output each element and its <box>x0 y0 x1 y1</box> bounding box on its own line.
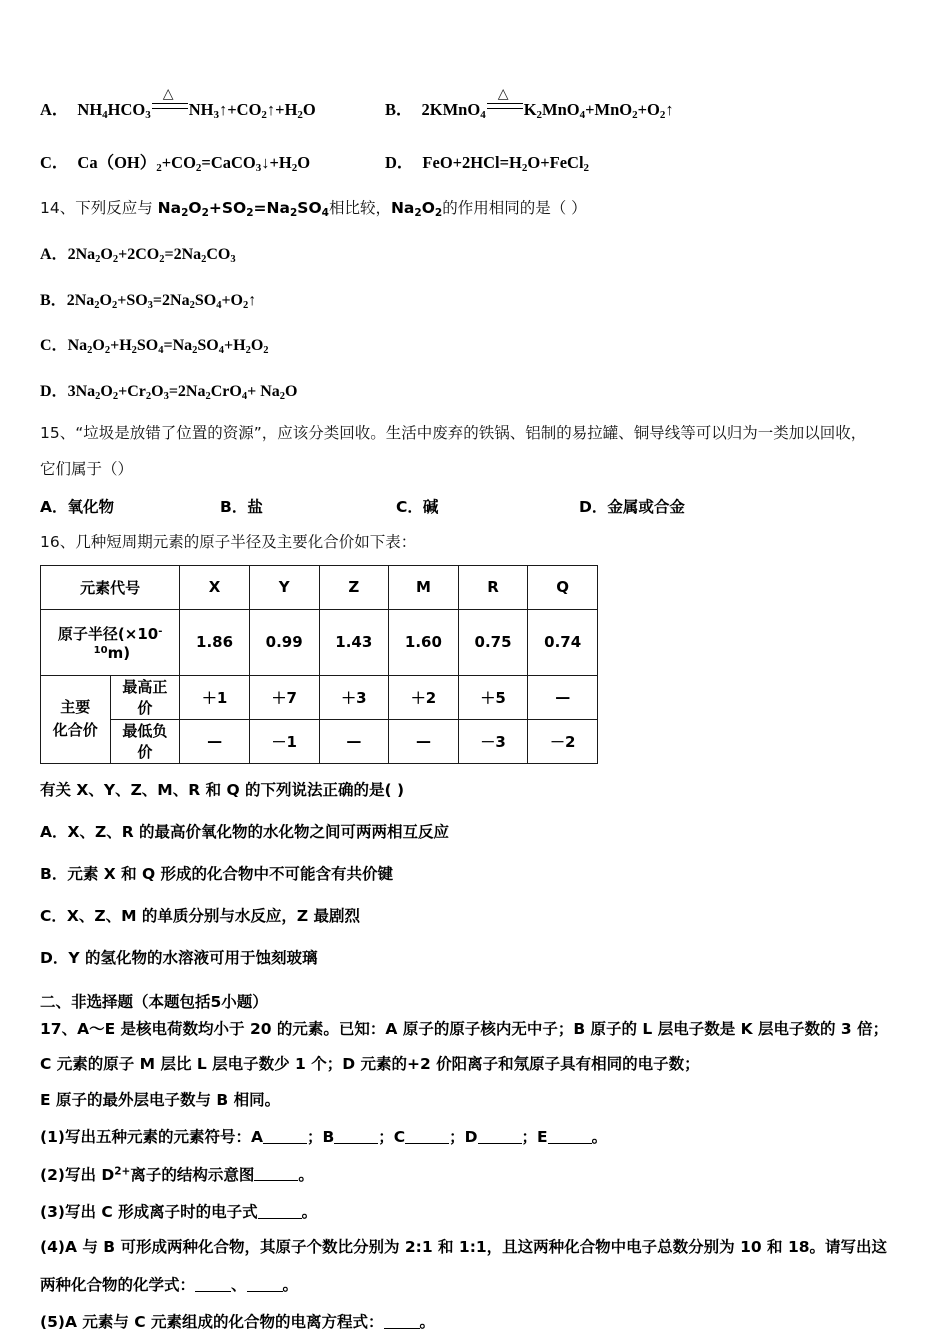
cell-minneg-m: — <box>389 719 459 763</box>
q17-sub4-sep: 、 <box>231 1275 247 1294</box>
cell-minneg-y: －1 <box>249 719 319 763</box>
cell-element-code-z: Z <box>319 565 389 609</box>
q17-sub1-sep-3: ；D <box>449 1128 478 1147</box>
valence-group-line-1: 主要 <box>60 698 91 717</box>
answer-blank[interactable] <box>405 1128 449 1144</box>
q14-option-b <box>40 287 928 311</box>
cell-maxpos-m: ＋2 <box>389 675 459 719</box>
q14-option-a-text: $2Na_2O_2+2CO_2=2Na_2CO_3$ <box>67 245 236 265</box>
q15-option-d <box>579 495 685 517</box>
valence-group-line-2: 化合价 <box>52 721 98 740</box>
q15-stem-line-2: 它们属于（） <box>40 459 134 478</box>
q17-stem-line-2: C 元素的原子 M 层比 L 层电子数少 1 个；D 元素的+2 价阳离子和氖原子具有相同的电子数； <box>40 1055 700 1074</box>
answer-blank[interactable] <box>334 1128 378 1144</box>
delta-heat-symbol: △ <box>162 87 174 102</box>
q14-stem-text: 相比较， <box>328 199 391 218</box>
q17-stem-line-3: E 原子的最外层电子数与 B 相同。 <box>40 1090 281 1109</box>
q15-option-d-label: D． <box>579 498 608 517</box>
q15-option-d-text: 金属或合金 <box>607 498 685 517</box>
element-properties-table <box>40 565 598 764</box>
q13-option-c-label: C． <box>40 153 69 173</box>
q17-sub-2 <box>40 1166 928 1183</box>
table-row-element-code <box>41 565 598 609</box>
q17-sub2-mid: 离子的结构示意图 <box>130 1165 255 1184</box>
q17-sub4-pre: 两种化合物的化学式： <box>40 1275 196 1294</box>
answer-blank[interactable] <box>247 1276 283 1292</box>
q13-option-d <box>385 149 865 174</box>
q17-sub1-sep-4: ；E <box>521 1128 548 1147</box>
q13-option-row-1 <box>40 87 928 122</box>
answer-blank[interactable] <box>263 1128 307 1144</box>
cell-radius-m: 1.60 <box>389 609 459 675</box>
cell-radius-y: 0.99 <box>249 609 319 675</box>
table-row-atomic-radius <box>41 609 598 675</box>
section-2-heading: 二、非选择题（本题包括5小题） <box>40 992 268 1011</box>
cell-element-code-q: Q <box>528 565 598 609</box>
delta-heat-symbol: △ <box>497 87 509 102</box>
reaction-arrow-icon <box>486 87 524 115</box>
reaction-arrow-icon <box>151 87 189 115</box>
q16-statement-d <box>40 946 928 968</box>
q15-option-c <box>396 495 579 517</box>
q17-sub5-pre: (5)A 元素与 C 元素组成的化合物的电离方程式： <box>40 1313 384 1332</box>
cell-minneg-z: — <box>319 719 389 763</box>
q14-stem-formula: $Na_2O_2+SO_2=Na_2SO_4$ <box>157 199 329 220</box>
q16-statement-a-text: X、Z、R 的最高价氧化物的水化物之间可两两相互反应 <box>67 822 450 841</box>
answer-blank[interactable] <box>195 1276 231 1292</box>
q14-stem <box>40 200 928 218</box>
q13-option-a-label: A． <box>40 100 69 119</box>
q14-option-a-label: A． <box>40 245 68 263</box>
q14-option-d-text: $3Na_2O_2+Cr_2O_3=2Na_2CrO_4+ Na_2O$ <box>67 383 298 403</box>
q14-option-b-label: B． <box>40 291 67 309</box>
q14-option-d-label: D． <box>40 383 68 401</box>
q16-stem-text: 几种短周期元素的原子半径及主要化合价如下表： <box>75 533 417 552</box>
row-label-max-positive: 最高正价 <box>110 675 180 719</box>
cell-minneg-x: — <box>180 719 250 763</box>
table-row-max-positive-valence <box>41 675 598 719</box>
q15-number: 15、 <box>40 424 76 443</box>
page-content <box>40 87 928 1332</box>
q15-options <box>40 495 928 517</box>
q16-statement-a-label: A． <box>40 822 68 841</box>
answer-blank[interactable] <box>254 1166 298 1182</box>
cell-maxpos-q: — <box>528 675 598 719</box>
answer-blank[interactable] <box>258 1203 302 1219</box>
q17-sub4-end: 。 <box>282 1275 299 1294</box>
q17-sub1-end: 。 <box>591 1128 608 1147</box>
q13-option-c <box>40 149 385 174</box>
q16-stem <box>40 535 928 551</box>
q14-option-d <box>40 378 928 402</box>
q16-statement-b-label: B． <box>40 864 68 883</box>
q16-statement-b-text: 元素 X 和 Q 形成的化合物中不可能含有共价键 <box>67 864 394 883</box>
q16-question-line: 有关 X、Y、Z、M、R 和 Q 的下列说法正确的是( ) <box>40 780 405 799</box>
q14-stem-tail: 的作用相同的是（ ） <box>442 199 587 218</box>
row-label-atomic-radius: 原子半径$(\times 10^{- 10}m)$ <box>41 609 180 675</box>
q16-statement-d-text: Y 的氢化物的水溶液可用于蚀刻玻璃 <box>68 948 318 967</box>
q17-sub2-end: 。 <box>298 1165 314 1184</box>
q15-option-b-text: 盐 <box>247 498 263 517</box>
q17-sub2-pre: (2)写出 D <box>40 1165 115 1184</box>
cell-minneg-r: －3 <box>458 719 528 763</box>
answer-blank[interactable] <box>478 1128 522 1144</box>
q16-statement-d-label: D． <box>40 948 69 967</box>
q15-option-b <box>220 495 396 517</box>
cell-radius-q: 0.74 <box>528 609 598 675</box>
q15-stem-text-1: “垃圾是放错了位置的资源”，应该分类回收。生活中废弃的铁锅、铝制的易拉罐、铜导线等可以归为一类加以回收， <box>75 424 867 443</box>
q17-sub1-sep-1: ；B <box>306 1128 335 1147</box>
cell-maxpos-z: ＋3 <box>319 675 389 719</box>
exponent: - 10 <box>90 625 163 656</box>
cell-element-code-m: M <box>389 565 459 609</box>
cell-element-code-x: X <box>180 565 250 609</box>
q16-statement-a <box>40 820 928 842</box>
cell-radius-z: 1.43 <box>319 609 389 675</box>
q13-option-a <box>40 87 385 122</box>
q16-statement-c-text: X、Z、M 的单质分别与水反应，Z 最剧烈 <box>66 906 361 925</box>
q17-sub2-charge: 2+ <box>114 1165 131 1178</box>
row-label-valence-group <box>41 675 111 763</box>
cell-maxpos-y: ＋7 <box>249 675 319 719</box>
cell-element-code-y: Y <box>249 565 319 609</box>
q15-option-c-text: 碱 <box>422 498 439 517</box>
q13-option-a-left: $NH_4HCO_3$ <box>77 100 151 122</box>
q16-statement-b <box>40 862 928 884</box>
cell-minneg-q: －2 <box>528 719 598 763</box>
q17-sub3-end: 。 <box>301 1202 318 1221</box>
q13-option-b-right: $K_2MnO_4+MnO_2+O_2↑$ <box>523 100 674 122</box>
row-label-element-code: 元素代号 <box>41 565 180 609</box>
answer-blank[interactable] <box>384 1313 420 1329</box>
q16-statement-c-label: C． <box>40 906 67 925</box>
cell-maxpos-r: ＋5 <box>458 675 528 719</box>
q15-option-a <box>40 495 220 517</box>
q14-option-b-text: $2Na_2O_2+SO_3=2Na_2SO_4+O_2↑$ <box>66 291 257 311</box>
q17-sub-4-line-1: (4)A 与 B 可形成两种化合物，其原子个数比分别为 2:1 和 1:1，且这两种化合物中电子总数分别为 10 和 18。请写出这 <box>40 1238 888 1257</box>
cell-maxpos-x: ＋1 <box>180 675 250 719</box>
q13-option-b-left: 2KMnO$_4$ <box>421 100 486 122</box>
cell-element-code-r: R <box>458 565 528 609</box>
q14-option-c-label: C． <box>40 337 68 355</box>
q16-number: 16、 <box>40 533 76 552</box>
q17-stem-line-1 <box>40 1019 928 1038</box>
q13-option-b <box>385 87 865 122</box>
row-label-min-negative: 最低负价 <box>110 719 180 763</box>
q13-option-d-text: $FeO+2HCl=H_2O+FeCl_2$ <box>422 153 590 175</box>
q17-sub1-sep-2: ；C <box>378 1128 406 1147</box>
q17-sub-3 <box>40 1203 928 1220</box>
answer-blank[interactable] <box>548 1128 592 1144</box>
q17-sub5-end: 。 <box>419 1313 436 1332</box>
table-row-min-negative-valence <box>41 719 598 763</box>
q13-option-d-label: D． <box>385 153 414 173</box>
q15-stem-line-1 <box>40 426 928 442</box>
q14-option-c <box>40 332 928 356</box>
q15-option-a-text: 氧化物 <box>67 498 115 517</box>
q13-option-b-label: B． <box>385 100 413 119</box>
q17-sub1-pre: (1)写出五种元素的元素符号：A <box>40 1128 263 1147</box>
q14-option-c-text: $Na_2O_2+H_2SO_4=Na_2SO_4+H_2O_2$ <box>67 337 269 357</box>
q13-option-c-text: $Ca(OH)_2+CO_2=CaCO_3↓+H_2O$ <box>77 153 311 175</box>
q13-option-a-right: $NH_3↑+CO_2↑+H_2O$ <box>188 100 316 122</box>
q13-option-row-2 <box>40 149 928 174</box>
q17-stem-text-1: A～E 是核电荷数均小于 20 的元素。已知：A 原子的原子核内无中子；B 原子的 L 层电子数是 K 层电子数的 3 倍； <box>77 1019 889 1038</box>
q16-statement-c <box>40 904 928 926</box>
q14-number: 14、下列反应与 <box>40 199 158 218</box>
q17-sub3-pre: (3)写出 C 形成离子时的电子式 <box>40 1202 258 1221</box>
q17-number: 17、 <box>40 1019 78 1038</box>
q14-stem-formula-2: $Na_2O_2$ <box>390 199 443 220</box>
q15-option-c-label: C． <box>396 498 423 517</box>
q17-sub-1 <box>40 1128 928 1145</box>
q17-sub-5 <box>40 1313 928 1330</box>
cell-radius-r: 0.75 <box>458 609 528 675</box>
q17-sub-4-line-2 <box>40 1276 928 1293</box>
q15-option-a-label: A． <box>40 498 68 517</box>
cell-radius-x: 1.86 <box>180 609 250 675</box>
q15-option-b-label: B． <box>220 498 248 517</box>
q14-option-a <box>40 241 928 265</box>
